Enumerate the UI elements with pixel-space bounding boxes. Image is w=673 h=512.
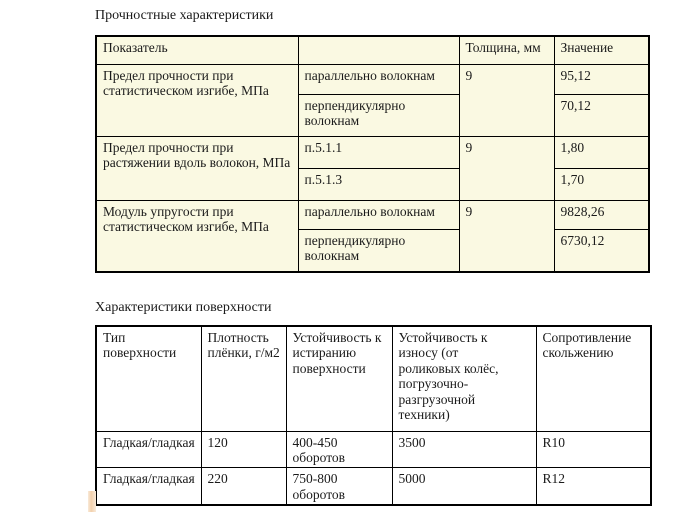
table-row — [96, 468, 651, 505]
table-row — [96, 200, 649, 229]
surface-type-cell: Гладкая/гладкая — [96, 468, 201, 505]
value-cell: 1,80 — [554, 136, 649, 168]
header-cell-abrasion-resistance: Устойчивость к истиранию поверхности — [286, 326, 392, 431]
surface-section-title: Характеристики поверхности — [95, 300, 272, 315]
parameter-cell: Предел прочности при растяжении вдоль волокон, МПа — [96, 136, 298, 200]
value-cell: 70,12 — [554, 94, 649, 136]
strength-characteristics-table — [95, 35, 650, 273]
thickness-cell: 9 — [459, 64, 554, 136]
surface-type-cell: Гладкая/гладкая — [96, 431, 201, 468]
header-cell-slip-resistance: Сопротивление скольжению — [536, 326, 651, 431]
condition-cell: п.5.1.3 — [298, 168, 459, 200]
table-row — [96, 431, 651, 468]
abrasion-cell: 400-450 оборотов — [286, 431, 392, 468]
parameter-cell: Предел прочности при статистическом изгибе, МПа — [96, 64, 298, 136]
condition-cell: параллельно волокнам — [298, 200, 459, 229]
table-header-row — [96, 326, 651, 431]
header-cell-value: Значение — [554, 36, 649, 64]
header-cell-film-density: Плотность плёнки, г/м2 — [201, 326, 286, 431]
header-cell-thickness: Толщина, мм — [459, 36, 554, 64]
thickness-cell: 9 — [459, 200, 554, 272]
value-cell: 6730,12 — [554, 229, 649, 272]
header-cell-wear-resistance — [392, 326, 536, 431]
value-cell: 9828,26 — [554, 200, 649, 229]
slip-cell: R12 — [536, 468, 651, 505]
header-cell-empty — [298, 36, 459, 64]
surface-characteristics-table — [95, 325, 652, 506]
parameter-cell: Модуль упругости при статистическом изгибе, МПа — [96, 200, 298, 272]
header-cell-surface-type-label: Тип поверхности — [103, 330, 177, 361]
value-cell: 1,70 — [554, 168, 649, 200]
condition-cell: параллельно волокнам — [298, 64, 459, 94]
thickness-cell: 9 — [459, 136, 554, 200]
condition-cell: п.5.1.1 — [298, 136, 459, 168]
condition-cell: перпендикулярно волокнам — [298, 229, 459, 272]
header-cell-parameter: Показатель — [96, 36, 298, 64]
header-cell-surface-type — [96, 326, 201, 431]
table-row — [96, 64, 649, 94]
condition-cell: перпендикулярно волокнам — [298, 94, 459, 136]
header-cell-wear-resistance-label: Устойчивость к износу (от роликовых колёс, погрузочно-разгрузочной техники) — [398, 330, 499, 422]
strength-section-title: Прочностные характеристики — [95, 8, 274, 23]
table-header-row — [96, 36, 649, 64]
value-cell: 95,12 — [554, 64, 649, 94]
table-row — [96, 136, 649, 168]
slip-cell: R10 — [536, 431, 651, 468]
abrasion-cell: 750-800 оборотов — [286, 468, 392, 505]
film-density-cell: 220 — [201, 468, 286, 505]
wear-cell: 5000 — [392, 468, 536, 505]
wear-cell: 3500 — [392, 431, 536, 468]
film-density-cell: 120 — [201, 431, 286, 468]
highlight-artifact — [88, 491, 96, 512]
